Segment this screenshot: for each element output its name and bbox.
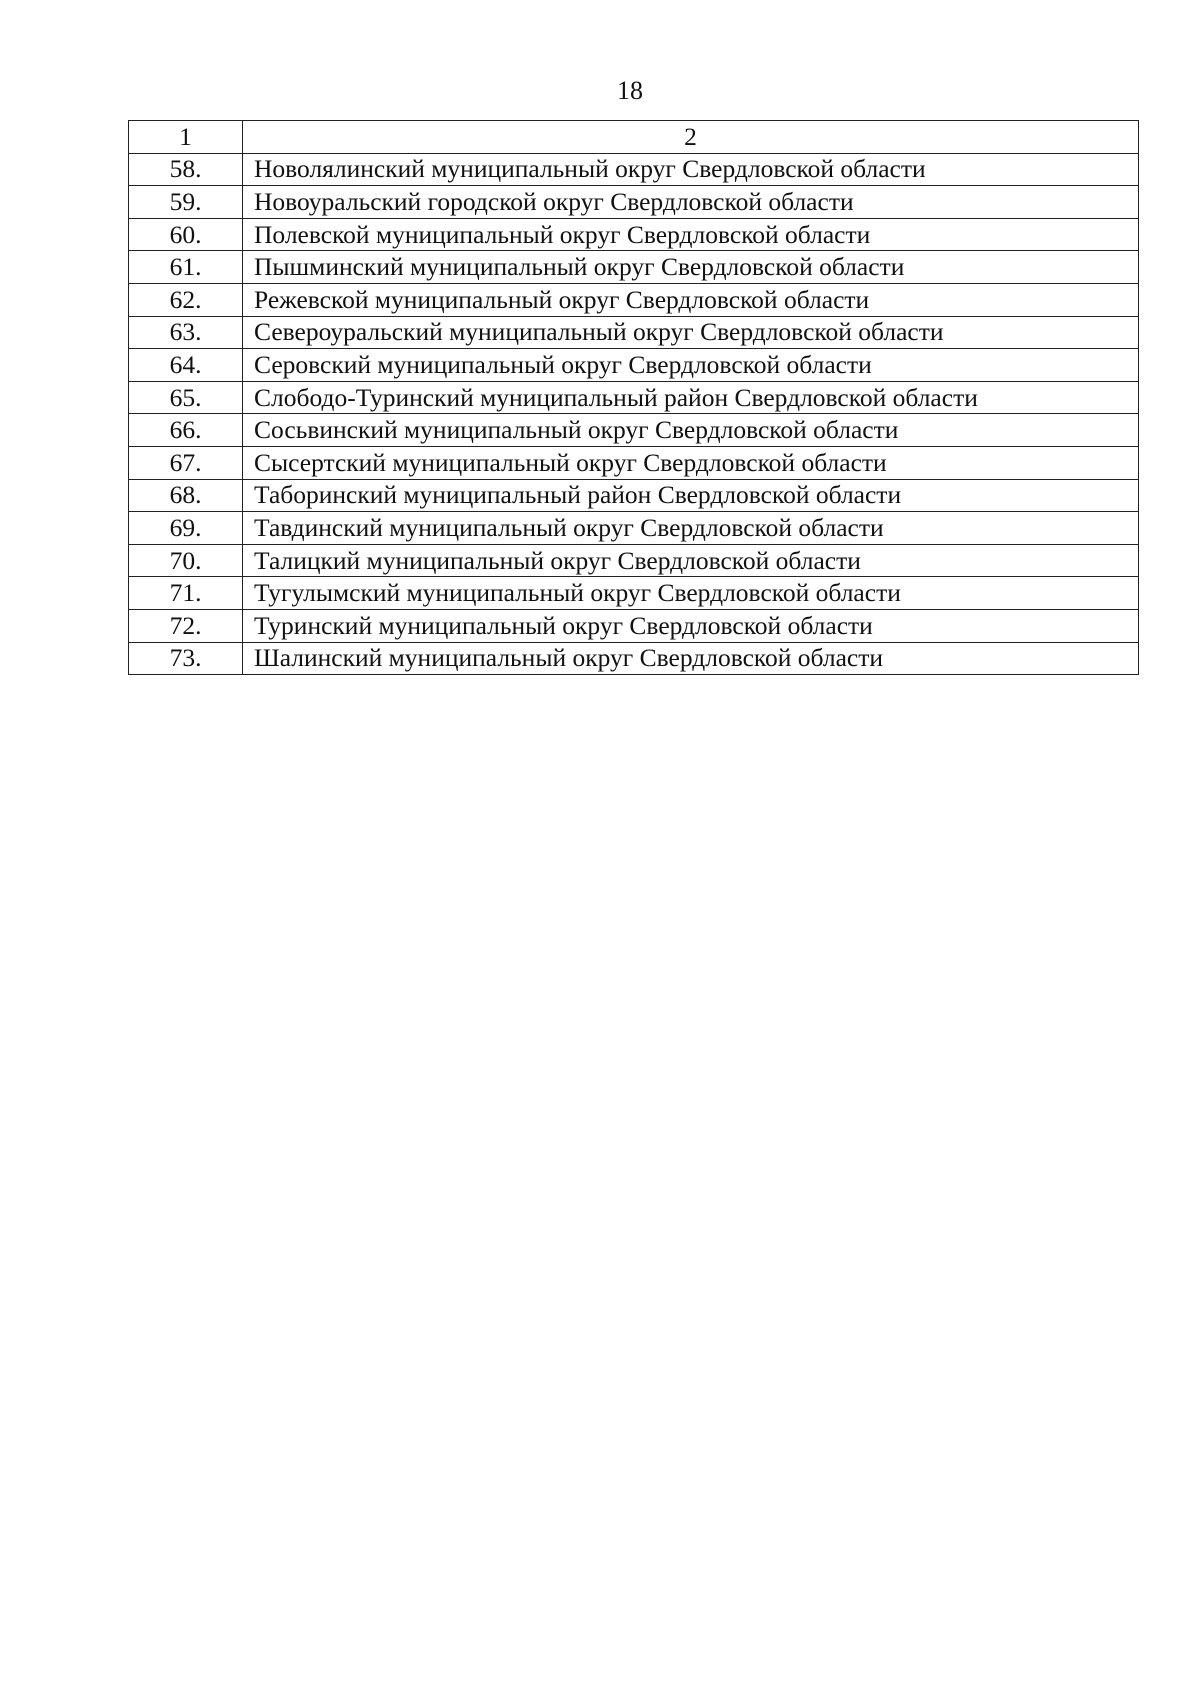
row-number: 71.	[129, 577, 243, 610]
row-number: 68.	[129, 479, 243, 512]
table-row	[129, 512, 1139, 545]
table-row	[129, 381, 1139, 414]
row-name: Сосьвинский муниципальный округ Свердловской области	[243, 414, 1139, 447]
row-number: 73.	[129, 642, 243, 675]
table-row	[129, 218, 1139, 251]
row-name: Полевской муниципальный округ Свердловской области	[243, 218, 1139, 251]
table-row	[129, 153, 1139, 186]
table-row	[129, 349, 1139, 382]
table-row	[129, 446, 1139, 479]
row-number: 59.	[129, 186, 243, 219]
row-name: Слободо-Туринский муниципальный район Свердловской области	[243, 381, 1139, 414]
row-name: Сысертский муниципальный округ Свердловской области	[243, 446, 1139, 479]
row-name: Таборинский муниципальный район Свердловской области	[243, 479, 1139, 512]
row-number: 60.	[129, 218, 243, 251]
table-body	[129, 121, 1139, 675]
row-name: Новолялинский муниципальный округ Свердловской области	[243, 153, 1139, 186]
table-row	[129, 283, 1139, 316]
row-number: 70.	[129, 544, 243, 577]
row-name: Серовский муниципальный округ Свердловской области	[243, 349, 1139, 382]
column-header-name: 2	[243, 121, 1139, 154]
table-row	[129, 544, 1139, 577]
table-row	[129, 479, 1139, 512]
row-number: 69.	[129, 512, 243, 545]
table-row	[129, 642, 1139, 675]
row-name: Туринский муниципальный округ Свердловской области	[243, 609, 1139, 642]
row-name: Новоуральский городской округ Свердловской области	[243, 186, 1139, 219]
row-name: Тавдинский муниципальный округ Свердловской области	[243, 512, 1139, 545]
row-number: 61.	[129, 251, 243, 284]
row-name: Пышминский муниципальный округ Свердловской области	[243, 251, 1139, 284]
row-number: 63.	[129, 316, 243, 349]
table-row	[129, 251, 1139, 284]
row-name: Тугулымский муниципальный округ Свердловской области	[243, 577, 1139, 610]
page-number: 18	[617, 76, 643, 105]
table-row	[129, 414, 1139, 447]
municipalities-table	[128, 120, 1139, 675]
row-number: 67.	[129, 446, 243, 479]
row-name: Режевской муниципальный округ Свердловской области	[243, 283, 1139, 316]
table-header-row	[129, 121, 1139, 154]
table-row	[129, 186, 1139, 219]
row-number: 65.	[129, 381, 243, 414]
column-header-number: 1	[129, 121, 243, 154]
row-number: 62.	[129, 283, 243, 316]
row-number: 72.	[129, 609, 243, 642]
row-number: 64.	[129, 349, 243, 382]
table-row	[129, 609, 1139, 642]
row-name: Североуральский муниципальный округ Свердловской области	[243, 316, 1139, 349]
row-number: 58.	[129, 153, 243, 186]
table-row	[129, 316, 1139, 349]
row-name: Талицкий муниципальный округ Свердловской области	[243, 544, 1139, 577]
row-number: 66.	[129, 414, 243, 447]
row-name: Шалинский муниципальный округ Свердловской области	[243, 642, 1139, 675]
table-row	[129, 577, 1139, 610]
